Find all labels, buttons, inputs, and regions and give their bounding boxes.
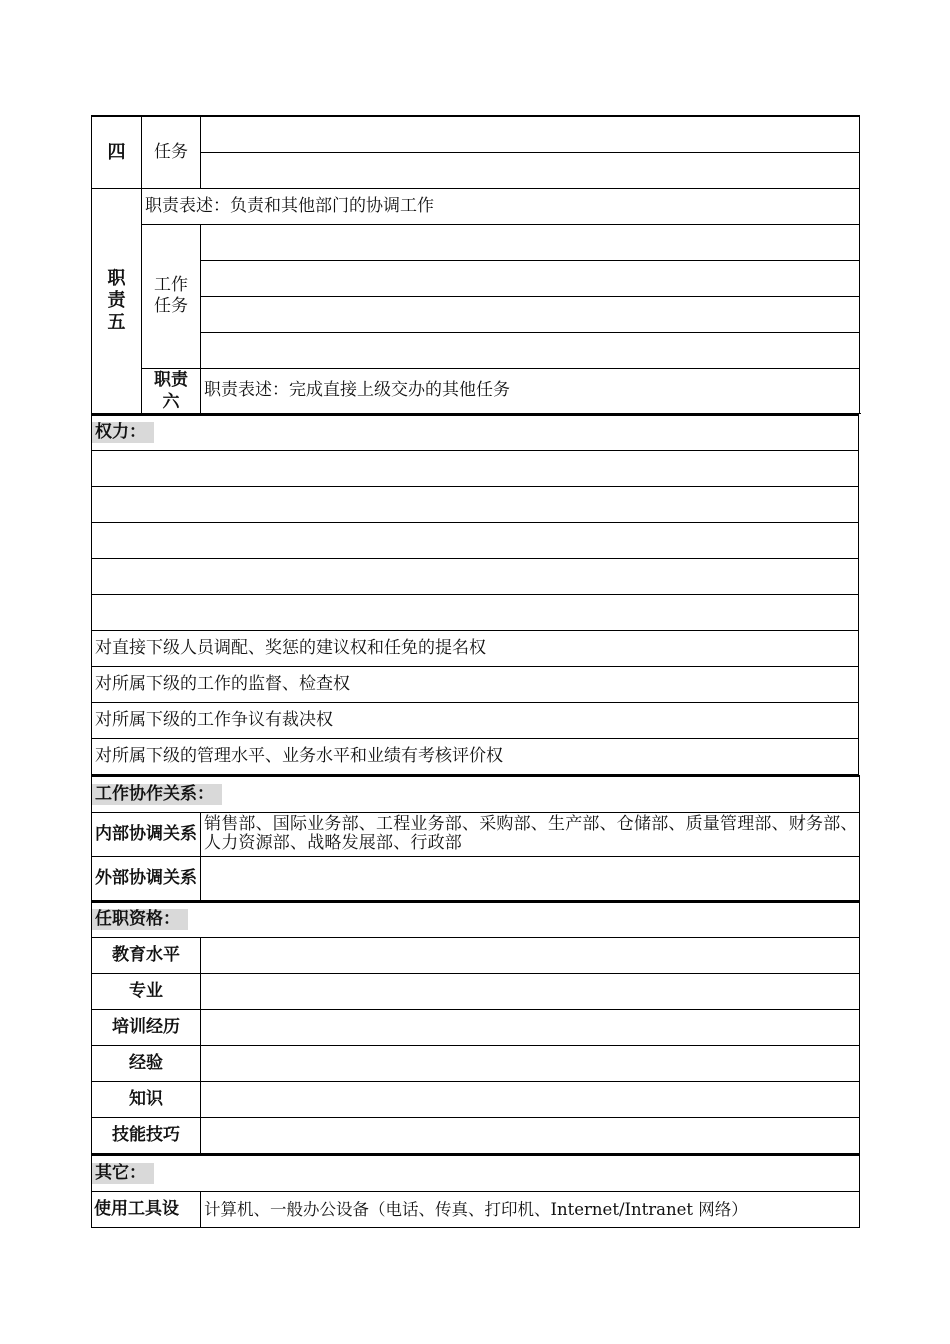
relations-title: 工作协作关系： bbox=[92, 784, 222, 805]
authority-item: 对所属下级的管理水平、业务水平和业绩有考核评价权 bbox=[92, 739, 859, 775]
qualification-value[interactable] bbox=[201, 974, 860, 1010]
duty5-label-text: 职责五 bbox=[107, 267, 126, 333]
duty4-number: 四 bbox=[92, 116, 142, 188]
qualification-value[interactable] bbox=[201, 1082, 860, 1118]
duty6-description: 职责表述：完成直接上级交办的其他任务 bbox=[201, 368, 860, 413]
qualification-label: 教育水平 bbox=[92, 938, 201, 974]
authority-item[interactable] bbox=[92, 595, 859, 631]
authority-heading-cell bbox=[92, 415, 859, 451]
duty6-label bbox=[142, 368, 201, 413]
qualifications-heading-cell bbox=[92, 902, 860, 938]
authority-item: 对所属下级的工作的监督、检查权 bbox=[92, 667, 859, 703]
job-description-form bbox=[91, 115, 859, 1228]
duty4-task-cell-2[interactable] bbox=[201, 152, 860, 188]
duties-table bbox=[91, 115, 860, 414]
qualification-label: 知识 bbox=[92, 1082, 201, 1118]
duty4-task-label: 任务 bbox=[142, 116, 201, 188]
duty5-task-label bbox=[142, 224, 201, 368]
internal-relations-value: 销售部、国际业务部、工程业务部、采购部、生产部、仓储部、质量管理部、财务部、人力资源部、战略发展部、行政部 bbox=[201, 812, 860, 856]
qualification-value[interactable] bbox=[201, 1118, 860, 1154]
duty6-label-text: 职责六 bbox=[154, 369, 188, 412]
duty5-task-cell-4[interactable] bbox=[201, 332, 860, 368]
other-heading-cell bbox=[92, 1155, 860, 1191]
other-title: 其它： bbox=[92, 1163, 154, 1184]
authority-item: 对所属下级的工作争议有裁决权 bbox=[92, 703, 859, 739]
authority-item[interactable] bbox=[92, 559, 859, 595]
tools-value: 计算机、一般办公设备（电话、传真、打印机、Internet/Intranet 网络） bbox=[201, 1191, 860, 1227]
authority-table bbox=[91, 414, 859, 776]
qualification-value[interactable] bbox=[201, 938, 860, 974]
duty5-description: 职责表述：负责和其他部门的协调工作 bbox=[142, 188, 860, 224]
duty4-task-cell-1[interactable] bbox=[201, 116, 860, 152]
duty5-task-cell-3[interactable] bbox=[201, 296, 860, 332]
duty5-task-cell-2[interactable] bbox=[201, 260, 860, 296]
duty5-task-label-line1: 工作 bbox=[154, 275, 188, 295]
other-table bbox=[91, 1154, 860, 1228]
qualifications-table bbox=[91, 901, 860, 1155]
authority-item[interactable] bbox=[92, 523, 859, 559]
authority-item[interactable] bbox=[92, 451, 859, 487]
qualification-value[interactable] bbox=[201, 1046, 860, 1082]
qualification-value[interactable] bbox=[201, 1010, 860, 1046]
authority-item[interactable] bbox=[92, 487, 859, 523]
relations-heading-cell bbox=[92, 776, 860, 812]
authority-title: 权力： bbox=[92, 422, 154, 443]
duty5-task-cell-1[interactable] bbox=[201, 224, 860, 260]
authority-item: 对直接下级人员调配、奖惩的建议权和任免的提名权 bbox=[92, 631, 859, 667]
tools-label: 使用工具设 bbox=[92, 1191, 201, 1227]
qualification-label: 经验 bbox=[92, 1046, 201, 1082]
external-relations-label: 外部协调关系 bbox=[92, 856, 201, 900]
internal-relations-label: 内部协调关系 bbox=[92, 812, 201, 856]
qualification-label: 技能技巧 bbox=[92, 1118, 201, 1154]
qualifications-title: 任职资格： bbox=[92, 909, 188, 930]
duty5-label bbox=[92, 188, 142, 413]
external-relations-value[interactable] bbox=[201, 856, 860, 900]
qualification-label: 培训经历 bbox=[92, 1010, 201, 1046]
qualification-label: 专业 bbox=[92, 974, 201, 1010]
relations-table bbox=[91, 775, 860, 901]
duty5-task-label-line2: 任务 bbox=[154, 296, 188, 316]
